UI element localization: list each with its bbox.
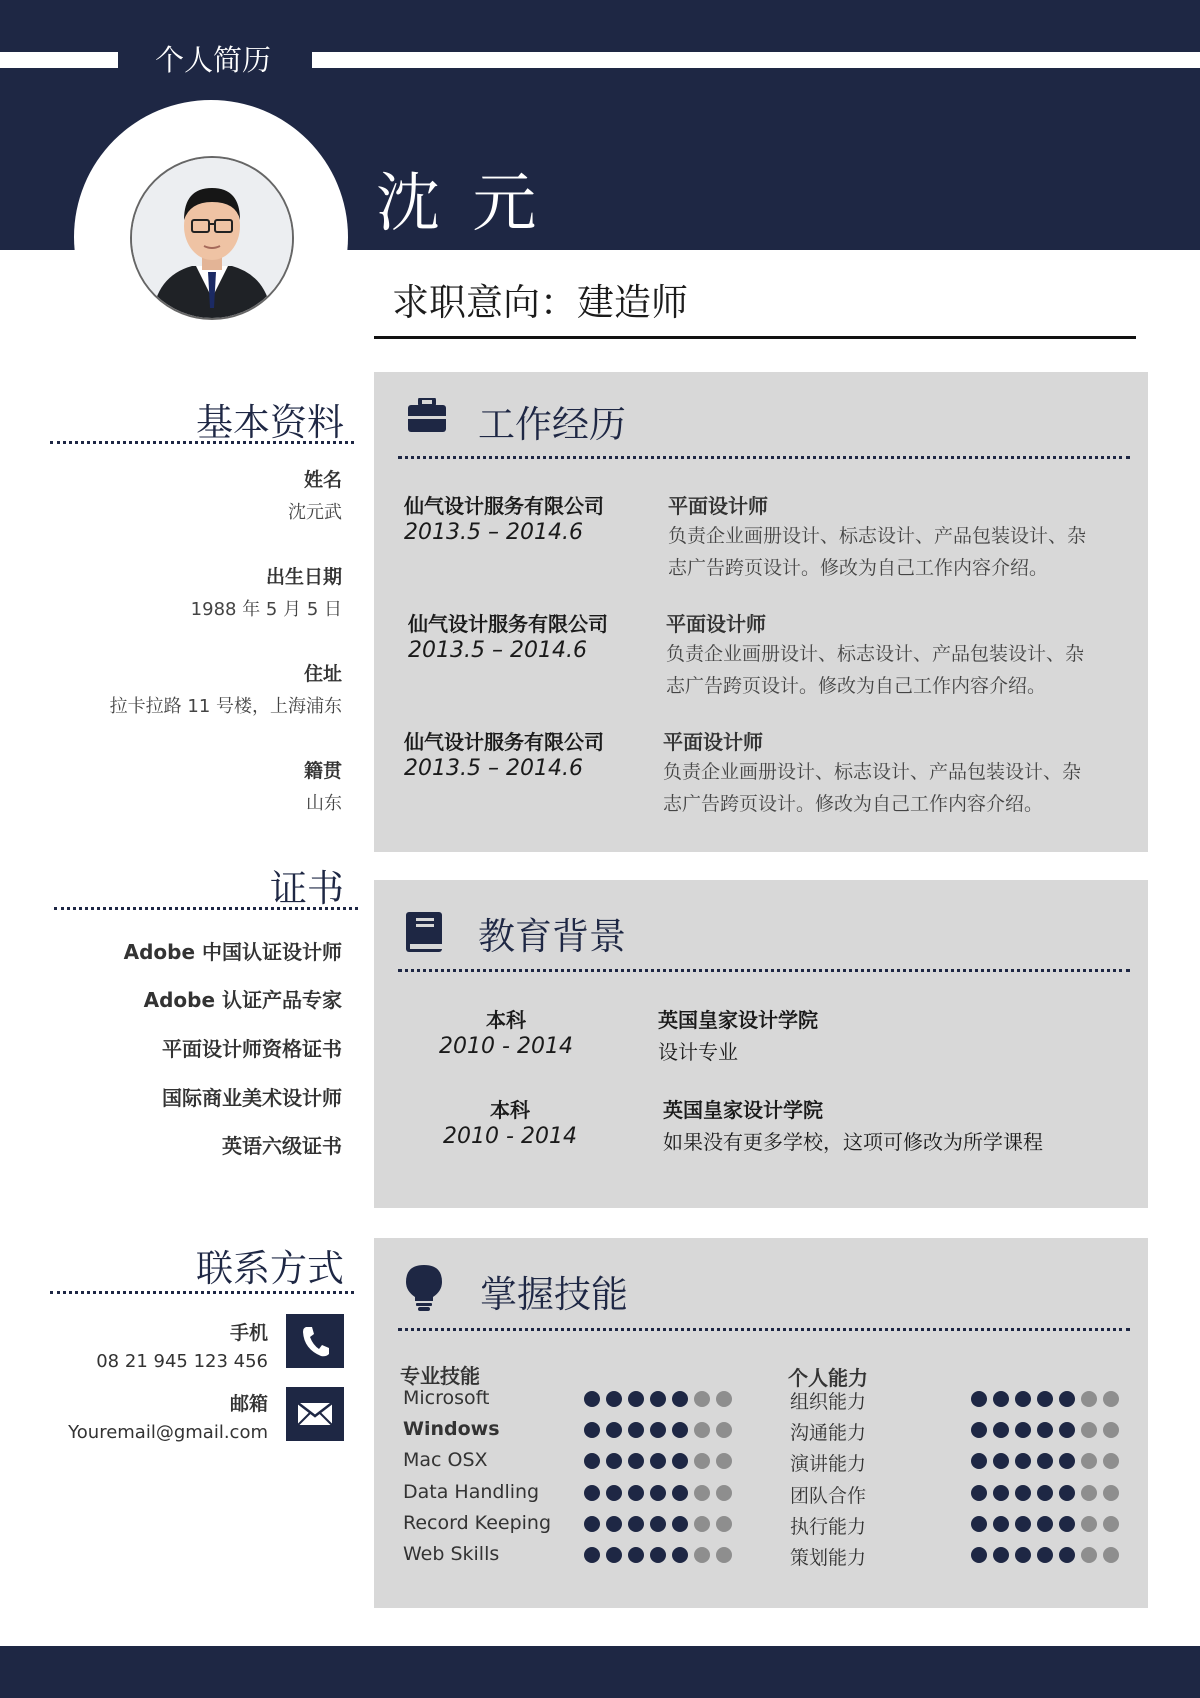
skill-name: Data Handling: [403, 1481, 540, 1503]
rating-dot-empty: [1081, 1485, 1097, 1501]
skill-name: 组织能力: [790, 1391, 867, 1413]
skill-level-rating: [584, 1516, 732, 1532]
rating-dot-filled: [993, 1391, 1009, 1407]
rating-dot-filled: [672, 1516, 688, 1532]
rating-dot-filled: [628, 1391, 644, 1407]
rating-dot-filled: [606, 1453, 622, 1469]
header-rule-right: [312, 52, 1200, 68]
skill-name: Record Keeping: [403, 1512, 552, 1534]
skill-level-rating: [584, 1547, 732, 1563]
rating-dot-empty: [716, 1516, 732, 1532]
envelope-icon: [286, 1387, 344, 1441]
phone-icon: [286, 1314, 344, 1368]
rating-dot-filled: [993, 1547, 1009, 1563]
rating-dot-empty: [694, 1516, 710, 1532]
rating-dot-filled: [1015, 1453, 1031, 1469]
rating-dot-empty: [1081, 1547, 1097, 1563]
rating-dot-filled: [971, 1453, 987, 1469]
skill-name: 策划能力: [790, 1547, 867, 1569]
rating-dot-empty: [716, 1547, 732, 1563]
rating-dot-filled: [993, 1422, 1009, 1438]
rating-dot-empty: [716, 1422, 732, 1438]
rating-dot-empty: [1103, 1422, 1119, 1438]
rating-dot-filled: [1037, 1391, 1053, 1407]
rating-dot-filled: [628, 1516, 644, 1532]
work-experience-title: 工作经历: [478, 403, 626, 446]
rating-dot-empty: [1081, 1391, 1097, 1407]
info-label: 住址: [303, 663, 342, 685]
education-school: 英国皇家设计学院: [658, 1008, 818, 1032]
skill-level-rating: [971, 1516, 1119, 1532]
skill-level-rating: [584, 1485, 732, 1501]
rating-dot-empty: [1103, 1516, 1119, 1532]
certificates-divider: [54, 907, 358, 910]
rating-dot-filled: [650, 1422, 666, 1438]
certificate-item: 平面设计师资格证书: [162, 1037, 342, 1061]
rating-dot-filled: [971, 1547, 987, 1563]
info-value: 山东: [306, 793, 342, 814]
objective-divider: [374, 336, 1136, 339]
skill-name: Windows: [403, 1418, 500, 1440]
rating-dot-filled: [584, 1422, 600, 1438]
rating-dot-empty: [1103, 1485, 1119, 1501]
education-degree: 本科: [486, 1008, 526, 1032]
rating-dot-filled: [672, 1485, 688, 1501]
rating-dot-filled: [672, 1453, 688, 1469]
rating-dot-empty: [694, 1391, 710, 1407]
skill-level-rating: [584, 1453, 732, 1469]
education-major: 设计专业: [658, 1040, 738, 1064]
avatar: [130, 156, 294, 320]
rating-dot-filled: [628, 1422, 644, 1438]
rating-dot-empty: [1103, 1547, 1119, 1563]
rating-dot-filled: [1015, 1391, 1031, 1407]
rating-dot-filled: [650, 1453, 666, 1469]
rating-dot-filled: [993, 1516, 1009, 1532]
briefcase-icon: [408, 398, 446, 436]
skill-level-rating: [971, 1391, 1119, 1407]
rating-dot-empty: [1081, 1453, 1097, 1469]
rating-dot-filled: [650, 1547, 666, 1563]
rating-dot-filled: [650, 1516, 666, 1532]
skill-level-rating: [971, 1485, 1119, 1501]
education-degree: 本科: [490, 1098, 530, 1122]
email-address[interactable]: Youremail@gmail.com: [68, 1422, 268, 1443]
rating-dot-filled: [606, 1391, 622, 1407]
certificates-title: 证书: [270, 867, 344, 910]
rating-dot-filled: [584, 1485, 600, 1501]
basic-info-title: 基本资料: [196, 401, 344, 444]
skill-name: 演讲能力: [790, 1453, 867, 1475]
rating-dot-filled: [628, 1453, 644, 1469]
contact-title: 联系方式: [196, 1247, 344, 1290]
rating-dot-empty: [716, 1391, 732, 1407]
skill-name: Microsoft: [403, 1387, 490, 1409]
skill-level-rating: [584, 1422, 732, 1438]
rating-dot-filled: [971, 1422, 987, 1438]
rating-dot-filled: [1015, 1547, 1031, 1563]
skill-name: 团队合作: [790, 1485, 867, 1507]
phone-number[interactable]: 08 21 945 123 456: [96, 1351, 268, 1372]
skill-name: Web Skills: [403, 1543, 500, 1565]
rating-dot-filled: [628, 1485, 644, 1501]
info-value: 沈元武: [288, 502, 342, 523]
rating-dot-filled: [650, 1485, 666, 1501]
education-school: 英国皇家设计学院: [663, 1098, 823, 1122]
job-title: 平面设计师: [663, 730, 763, 754]
job-description: 负责企业画册设计、标志设计、产品包装设计、杂志广告跨页设计。修改为自己工作内容介绍。: [666, 643, 1085, 697]
rating-dot-filled: [1037, 1547, 1053, 1563]
rating-dot-filled: [1015, 1485, 1031, 1501]
rating-dot-filled: [650, 1391, 666, 1407]
rating-dot-empty: [716, 1453, 732, 1469]
book-icon: [406, 910, 444, 958]
lightbulb-icon: [406, 1265, 442, 1315]
basic-info-divider: [50, 441, 354, 444]
info-value: 1988 年 5 月 5 日: [190, 599, 342, 620]
rating-dot-filled: [1037, 1422, 1053, 1438]
rating-dot-filled: [606, 1422, 622, 1438]
rating-dot-filled: [1037, 1453, 1053, 1469]
job-company: 仙气设计服务有限公司: [408, 612, 608, 636]
rating-dot-filled: [993, 1485, 1009, 1501]
rating-dot-filled: [1037, 1485, 1053, 1501]
work-experience-divider: [398, 456, 1130, 459]
job-dates: 2013.5 – 2014.6: [408, 638, 587, 663]
info-label: 姓名: [303, 469, 342, 491]
rating-dot-empty: [694, 1485, 710, 1501]
job-title: 平面设计师: [668, 494, 768, 518]
rating-dot-filled: [971, 1516, 987, 1532]
rating-dot-filled: [971, 1391, 987, 1407]
education-dates: 2010 - 2014: [443, 1124, 577, 1149]
education-divider: [398, 969, 1130, 972]
rating-dot-filled: [672, 1547, 688, 1563]
rating-dot-filled: [584, 1453, 600, 1469]
certificate-item: 国际商业美术设计师: [162, 1086, 342, 1110]
rating-dot-filled: [1059, 1485, 1075, 1501]
rating-dot-empty: [694, 1547, 710, 1563]
rating-dot-filled: [584, 1516, 600, 1532]
email-label: 邮箱: [229, 1393, 268, 1415]
rating-dot-filled: [971, 1485, 987, 1501]
contact-divider: [50, 1291, 354, 1294]
skill-level-rating: [971, 1547, 1119, 1563]
rating-dot-filled: [628, 1547, 644, 1563]
rating-dot-empty: [694, 1422, 710, 1438]
rating-dot-filled: [1059, 1516, 1075, 1532]
rating-dot-empty: [716, 1485, 732, 1501]
phone-label: 手机: [229, 1322, 268, 1344]
rating-dot-filled: [1059, 1422, 1075, 1438]
header-rule-left: [0, 52, 118, 68]
rating-dot-filled: [672, 1391, 688, 1407]
rating-dot-filled: [1059, 1453, 1075, 1469]
skill-name: 执行能力: [790, 1516, 867, 1538]
rating-dot-filled: [584, 1547, 600, 1563]
job-dates: 2013.5 – 2014.6: [404, 756, 583, 781]
rating-dot-filled: [606, 1547, 622, 1563]
job-dates: 2013.5 – 2014.6: [404, 520, 583, 545]
education-title: 教育背景: [478, 915, 626, 958]
info-label: 出生日期: [265, 566, 342, 588]
rating-dot-filled: [606, 1516, 622, 1532]
skills-title: 掌握技能: [480, 1273, 628, 1316]
rating-dot-filled: [1015, 1422, 1031, 1438]
rating-dot-filled: [672, 1422, 688, 1438]
skill-name: Mac OSX: [403, 1449, 488, 1471]
certificate-item: 英语六级证书: [222, 1134, 342, 1158]
job-objective: 求职意向：建造师: [392, 281, 688, 324]
skills-divider: [398, 1328, 1130, 1331]
skill-name: 沟通能力: [790, 1422, 867, 1444]
rating-dot-filled: [606, 1485, 622, 1501]
rating-dot-empty: [1081, 1516, 1097, 1532]
rating-dot-empty: [1081, 1422, 1097, 1438]
skill-level-rating: [584, 1391, 732, 1407]
rating-dot-filled: [584, 1391, 600, 1407]
rating-dot-filled: [1015, 1516, 1031, 1532]
rating-dot-filled: [1059, 1391, 1075, 1407]
skill-level-rating: [971, 1453, 1119, 1469]
personal-skills-heading: 个人能力: [788, 1366, 868, 1390]
resume-tag: 个人简历: [154, 43, 271, 77]
info-label: 籍贯: [303, 760, 342, 782]
education-dates: 2010 - 2014: [439, 1034, 573, 1059]
job-description: 负责企业画册设计、标志设计、产品包装设计、杂志广告跨页设计。修改为自己工作内容介绍。: [668, 525, 1087, 579]
footer-band: [0, 1646, 1200, 1698]
rating-dot-filled: [993, 1453, 1009, 1469]
rating-dot-filled: [1037, 1516, 1053, 1532]
rating-dot-empty: [1103, 1453, 1119, 1469]
skill-level-rating: [971, 1422, 1119, 1438]
rating-dot-empty: [1103, 1391, 1119, 1407]
rating-dot-filled: [1059, 1547, 1075, 1563]
job-title: 平面设计师: [666, 612, 766, 636]
certificate-item: Adobe 中国认证设计师: [123, 940, 342, 964]
job-company: 仙气设计服务有限公司: [404, 494, 604, 518]
education-major: 如果没有更多学校，这项可修改为所学课程: [663, 1130, 1043, 1154]
job-company: 仙气设计服务有限公司: [404, 730, 604, 754]
candidate-name: 沈 元: [376, 167, 543, 241]
info-value: 拉卡拉路 11 号楼，上海浦东: [109, 696, 342, 717]
professional-skills-heading: 专业技能: [400, 1364, 480, 1388]
job-description: 负责企业画册设计、标志设计、产品包装设计、杂志广告跨页设计。修改为自己工作内容介绍。: [663, 761, 1082, 815]
certificate-item: Adobe 认证产品专家: [143, 988, 342, 1012]
rating-dot-empty: [694, 1453, 710, 1469]
